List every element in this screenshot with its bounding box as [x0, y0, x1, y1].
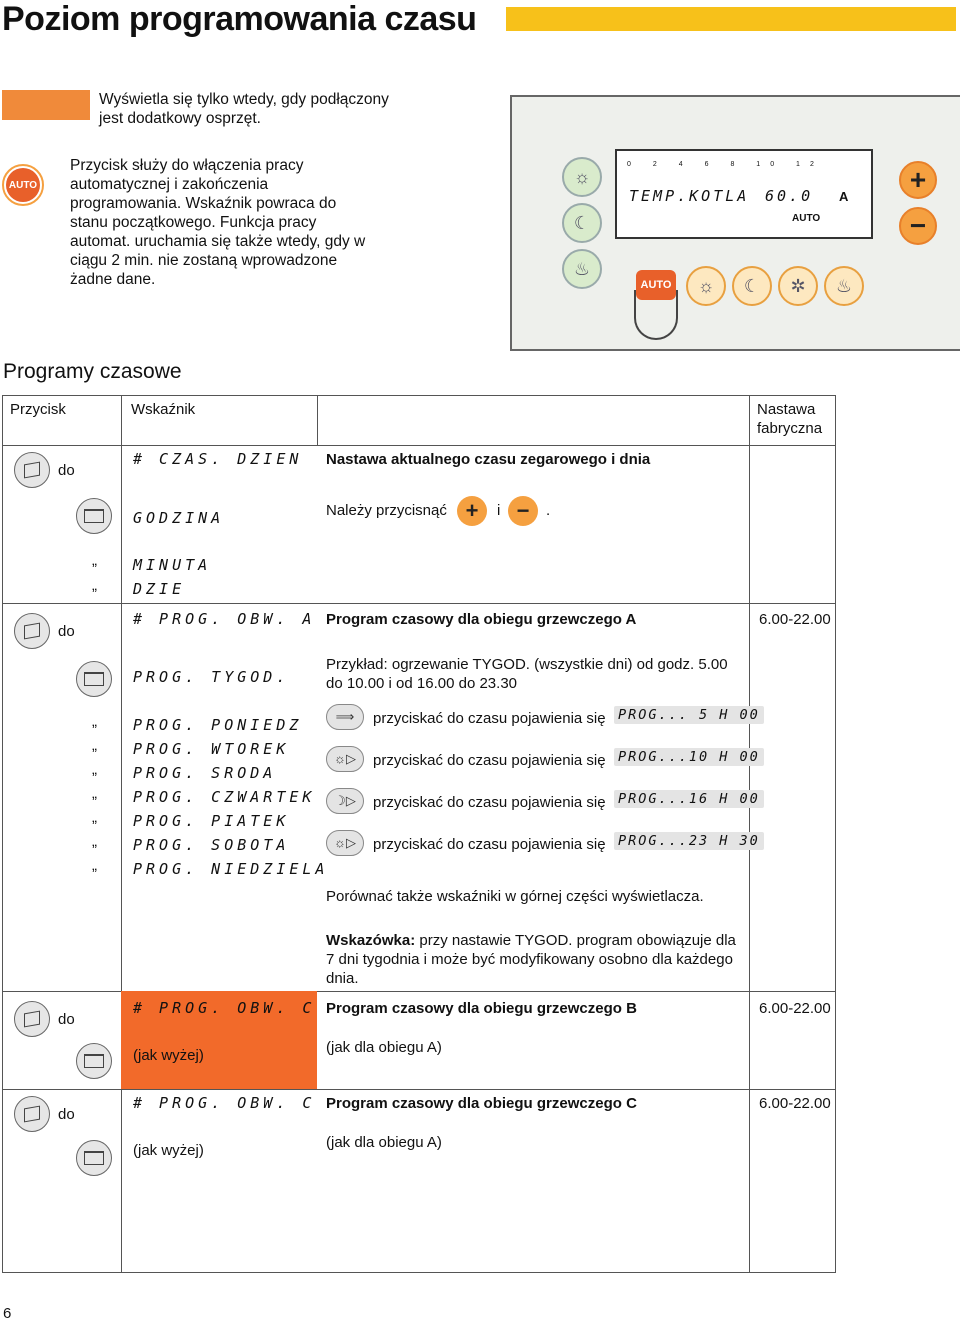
temp-water-icon[interactable]: ♨ — [562, 249, 602, 289]
sun-on-icon[interactable]: ☼▷ — [326, 746, 364, 772]
hint-label: Wskazówka: — [326, 932, 416, 949]
lcd-line1: TEMP.KOTLA — [629, 187, 750, 205]
mode-summer-icon[interactable]: ♨ — [824, 266, 864, 306]
header-button: Przycisk — [10, 401, 66, 418]
plus-button[interactable]: + — [899, 161, 937, 199]
temp-night-icon[interactable]: ☾ — [562, 203, 602, 243]
ditto-mark: „ — [92, 577, 97, 594]
row-divider-c — [2, 1089, 836, 1090]
ditto-mark: „ — [92, 552, 97, 569]
book-icon[interactable] — [14, 1001, 50, 1037]
book-icon[interactable] — [14, 613, 50, 649]
ditto-mark: „ — [92, 713, 97, 730]
ditto-mark: „ — [92, 857, 97, 874]
ditto-mark: „ — [92, 809, 97, 826]
code-day: PROG. PIATEK — [133, 812, 290, 830]
display-readout: PROG...16 H 00 — [614, 790, 764, 808]
ditto-mark: „ — [92, 761, 97, 778]
code-czas-dzien: # CZAS. DZIEN — [133, 450, 303, 468]
page-icon[interactable] — [76, 1043, 112, 1079]
header-divider — [2, 445, 836, 446]
mode-frost-icon[interactable]: ✲ — [778, 266, 818, 306]
auto-button-label: AUTO — [6, 168, 40, 202]
row-divider-a — [2, 603, 836, 604]
press-text: przyciskać do czasu pojawienia się — [373, 836, 606, 853]
code-prog-obw-a: # PROG. OBW. A — [133, 610, 316, 628]
step-button-icon[interactable]: ⟹ — [326, 704, 364, 730]
header-factory: Nastawa fabryczna — [757, 401, 823, 437]
col-divider-1 — [121, 395, 122, 1273]
minus-button[interactable]: − — [899, 207, 937, 245]
page-icon[interactable] — [76, 661, 112, 697]
header-indicator: Wskaźnik — [131, 401, 196, 418]
book-icon[interactable] — [14, 1096, 50, 1132]
code-day: PROG. NIEDZIELA — [133, 860, 329, 878]
code-dzie: DZIE — [133, 580, 186, 598]
book-icon[interactable] — [14, 452, 50, 488]
desc-period: . — [546, 502, 551, 519]
factory-a: 6.00-22.00 — [759, 611, 831, 628]
optional-equipment-marker — [2, 90, 90, 120]
mode-night-icon[interactable]: ☾ — [732, 266, 772, 306]
desc-czas: Nastawa aktualnego czasu zegarowego i dnia — [326, 451, 651, 468]
page-icon[interactable] — [76, 498, 112, 534]
desc-and: i — [497, 502, 501, 519]
code-godzina: GODZINA — [133, 509, 225, 527]
ditto-mark: „ — [92, 833, 97, 850]
code-prog-tygod: PROG. TYGOD. — [133, 668, 290, 686]
desc-prog-b: Program czasowy dla obiegu grzewczego B — [326, 1000, 637, 1017]
optional-note: Wyświetla się tylko wtedy, gdy podłączony jest dodatkowy osprzęt. — [99, 91, 389, 127]
sun-on-icon[interactable]: ☼▷ — [326, 830, 364, 856]
panel-auto-button[interactable]: AUTO — [636, 270, 676, 300]
ditto-mark: „ — [92, 785, 97, 802]
lcd-mode: AUTO — [792, 213, 821, 224]
do-label: do — [58, 462, 75, 479]
same-as-a: (jak dla obiegu A) — [326, 1039, 442, 1056]
desc-prog-c: Program czasowy dla obiegu grzewczego C — [326, 1095, 637, 1112]
page-icon[interactable] — [76, 1140, 112, 1176]
factory-b: 6.00-22.00 — [759, 1000, 831, 1017]
press-text: przyciskać do czasu pojawienia się — [373, 794, 606, 811]
same-as-a: (jak dla obiegu A) — [326, 1134, 442, 1151]
display-readout: PROG...23 H 30 — [614, 832, 764, 850]
hint — [326, 931, 746, 988]
same-above: (jak wyżej) — [133, 1142, 204, 1159]
factory-c: 6.00-22.00 — [759, 1095, 831, 1112]
press-text: przyciskać do czasu pojawienia się — [373, 752, 606, 769]
compare-note: Porównać także wskaźniki w górnej części wyświetlacza. — [326, 888, 704, 905]
temp-day-icon[interactable]: ☼ — [562, 157, 602, 197]
lcd-display — [615, 149, 873, 239]
mode-day-icon[interactable]: ☼ — [686, 266, 726, 306]
code-day: PROG. WTOREK — [133, 740, 290, 758]
hint-text: przy nastawie TYGOD. program obowiązuje dla 7 dni tygodnia i może być modyfikowany osobno dla każdego dnia. — [326, 932, 736, 987]
page-title: Poziom programowania czasu — [2, 0, 477, 38]
title-accent-bar — [506, 7, 956, 31]
plus-icon: + — [457, 496, 487, 526]
desc-example: Przykład: ogrzewanie TYGOD. (wszystkie dni) od godz. 5.00 do 10.00 i od 16.00 do 23.30 — [326, 656, 728, 692]
press-text: przyciskać do czasu pojawienia się — [373, 710, 606, 727]
moon-off-icon[interactable]: ☽▷ — [326, 788, 364, 814]
desc-press: Należy przycisnąć — [326, 502, 447, 519]
same-above: (jak wyżej) — [133, 1047, 204, 1064]
do-label: do — [58, 1011, 75, 1028]
page-number: 6 — [3, 1305, 12, 1322]
code-prog-obw-b: # PROG. OBW. C — [133, 999, 316, 1017]
col-divider-2 — [317, 395, 318, 445]
display-readout: PROG... 5 H 00 — [614, 706, 764, 724]
do-label: do — [58, 1106, 75, 1123]
code-day: PROG. CZWARTEK — [133, 788, 316, 806]
display-readout: PROG...10 H 00 — [614, 748, 764, 766]
code-minuta: MINUTA — [133, 556, 212, 574]
do-label: do — [58, 623, 75, 640]
lcd-scale: 0 2 4 6 8 10 12 — [627, 161, 824, 168]
auto-button[interactable] — [2, 164, 44, 206]
code-day: PROG. SRODA — [133, 764, 277, 782]
minus-icon: − — [508, 496, 538, 526]
auto-description: Przycisk służy do włączenia pracy automatycznej i zakończenia programowania. Wskaźnik powraca do stanu początkowego. Funkcja pracy automat. uruchamia się także wtedy, gdy w ciągu 2 min. nie zostaną wprowadzone żadne dane. — [70, 157, 366, 288]
code-day: PROG. SOBOTA — [133, 836, 290, 854]
section-title: Programy czasowe — [3, 360, 182, 383]
ditto-mark: „ — [92, 737, 97, 754]
auto-button-arc — [634, 290, 678, 340]
code-day: PROG. PONIEDZ — [133, 716, 303, 734]
code-prog-obw-c: # PROG. OBW. C — [133, 1094, 316, 1112]
desc-prog-a: Program czasowy dla obiegu grzewczego A — [326, 611, 637, 628]
lcd-circuit: A — [839, 189, 849, 204]
lcd-value: 60.0 — [765, 187, 814, 205]
